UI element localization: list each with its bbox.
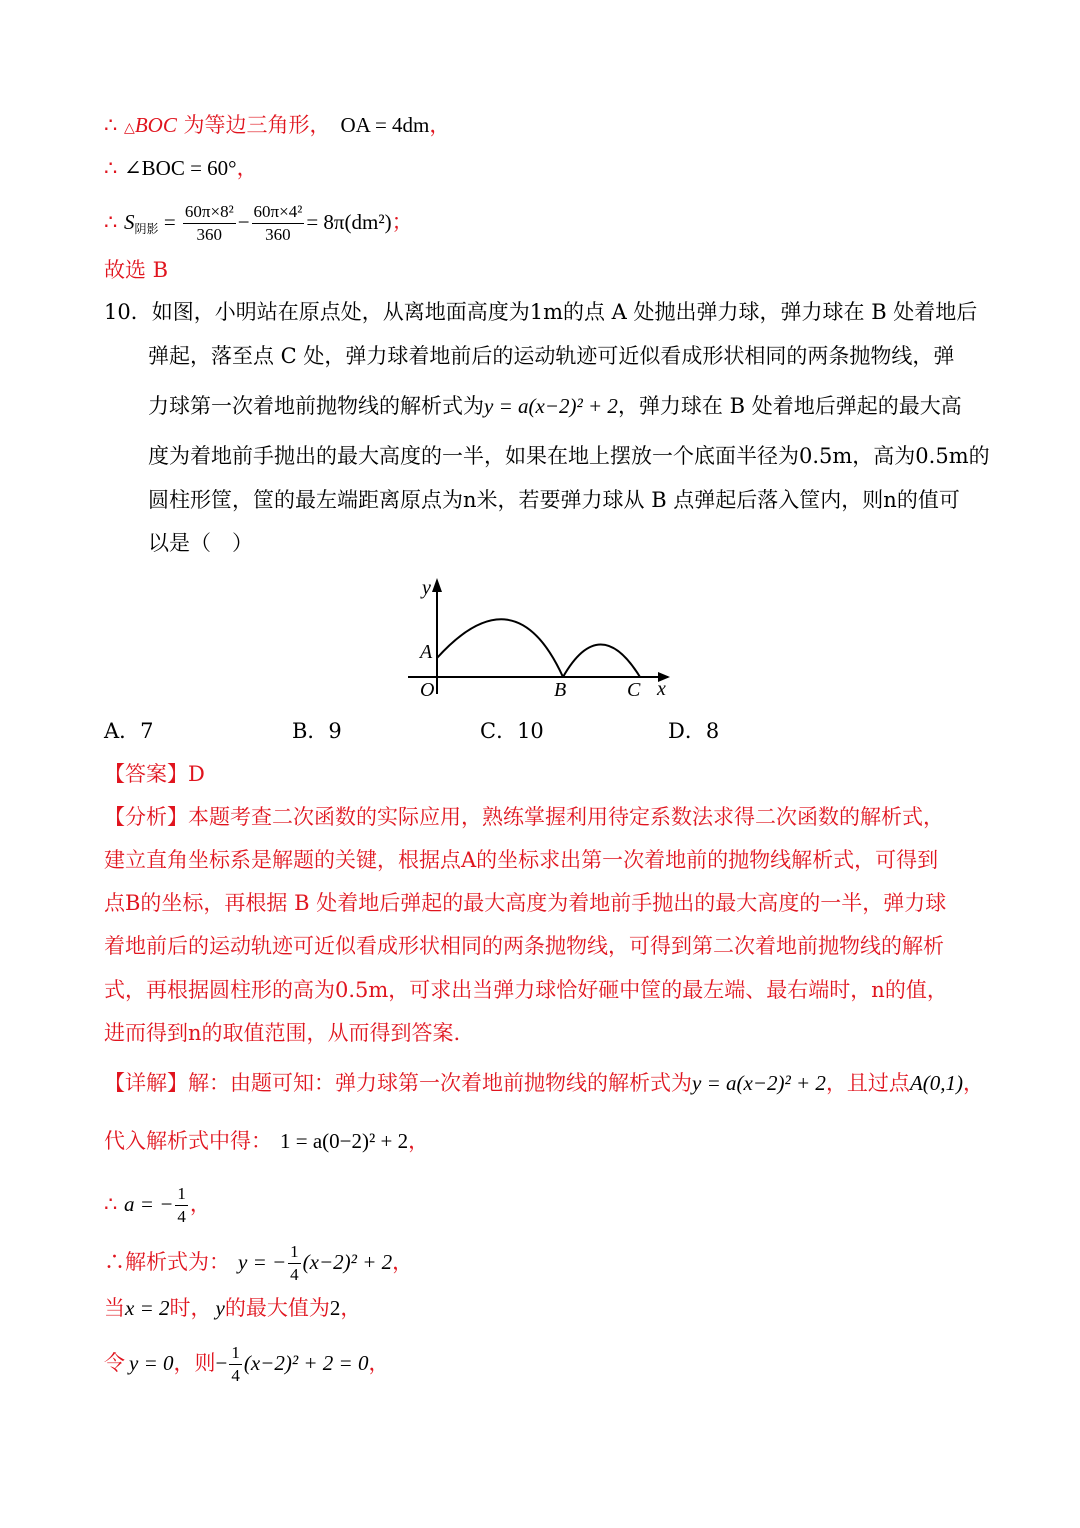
q10-line-6: 以是（ ） [148,531,253,555]
analysis-line-4: 着地前后的运动轨迹可近似看成形状相同的两条抛物线，可得到第二次着地前抛物线的解析 [104,934,944,958]
detail-line-6: 令 y = 0，则− $\frac{1}{4}$ (x−2)² + 2 = 0， [104,1343,390,1385]
option-a[interactable]: A．7 [104,719,154,743]
sol9-line-1: ∴ △BOC 为等边三角形， OA = 4dm， [104,113,451,137]
second-parabola [563,645,640,678]
detail-line-1: 【详解】解：由题可知：弹力球第一次着地前抛物线的解析式为y = a(x−2)² + 2，且过点A(0,1)， [104,1071,985,1095]
fraction-quarter: $\frac{1}{4}$ [231,1343,240,1385]
analysis-line-5: 式，再根据圆柱形的高为0.5m，可求出当弹力球恰好砸中筐的最左端、最右端时，n的值， [104,978,948,1002]
option-b[interactable]: B．9 [292,719,342,743]
analysis-line-3: 点B的坐标，再根据 B 处着地后弹起的最大高度为着地前手抛出的最大高度的一半，弹力球 [104,891,947,915]
fraction-quarter: $\frac{1}{4}$ [177,1184,186,1226]
detail-line-4: ∴解析式为： y = − $\frac{1}{4}$ (x−2)² + 2， [104,1242,414,1284]
q10-line-3: 力球第一次着地前抛物线的解析式为y = a(x−2)² + 2，弹力球在 B 处着地后弹起的最大高 [148,394,962,418]
point-b-label: B [554,679,567,701]
q10-line-1: 10．如图，小明站在原点处，从离地面高度为1m的点 A 处抛出弹力球，弹力球在 B 处着地后 [104,300,978,324]
fraction-1: $\frac{\text{60π×8²}}{360}$ [184,202,234,244]
detail-line-5: 当x = 2时， y的最大值为2， [104,1296,362,1320]
detail-line-3: ∴ a = − $\frac{1}{4}$ ， [104,1184,211,1226]
detail-line-2: 代入解析式中得： 1 = a(0−2)² + 2， [104,1129,430,1153]
sol9-line-3: ∴ $S_{阴影}$ = $\frac{\text{60π×8²}}{360}$ − $\frac{\text{60π×4²}}{360}$ = 8π(dm²)； [104,202,413,244]
sol9-choice: 故选 B [104,258,169,282]
point-c-label: C [627,679,641,701]
q10-line-4: 度为着地前手抛出的最大高度的一半，如果在地上摆放一个底面半径为0.5m，高为0.5m的 [148,444,990,468]
fraction-quarter: $\frac{1}{4}$ [290,1242,299,1284]
q10-line-2: 弹起，落至点 C 处，弹力球着地前后的运动轨迹可近似看成形状相同的两条抛物线，弹 [148,344,955,368]
fraction-2: $\frac{\text{60π×4²}}{360}$ [253,202,303,244]
x-axis-label: x [657,678,666,700]
analysis-line-6: 进而得到n的取值范围，从而得到答案. [104,1021,461,1045]
origin-label: O [420,679,435,701]
first-parabola [437,619,563,677]
y-axis-label: y [422,577,431,599]
y-axis-arrow [432,578,442,592]
answer-line: 【答案】D [104,762,205,786]
analysis-line-2: 建立直角坐标系是解题的关键，根据点A的坐标求出第一次着地前的抛物线解析式，可得到 [104,848,939,872]
option-c[interactable]: C．10 [480,719,544,743]
q10-line-5: 圆柱形筐，筐的最左端距离原点为n米，若要弹力球从 B 点弹起后落入筐内，则n的值可 [148,488,960,512]
sol9-line-2: ∴ ∠BOC = 60°， [104,156,258,180]
trajectory-figure [400,572,690,702]
point-a-label: A [420,641,433,663]
option-d[interactable]: D．8 [668,719,720,743]
analysis-line-1: 【分析】本题考查二次函数的实际应用，熟练掌握利用待定系数法求得二次函数的解析式， [104,805,944,829]
